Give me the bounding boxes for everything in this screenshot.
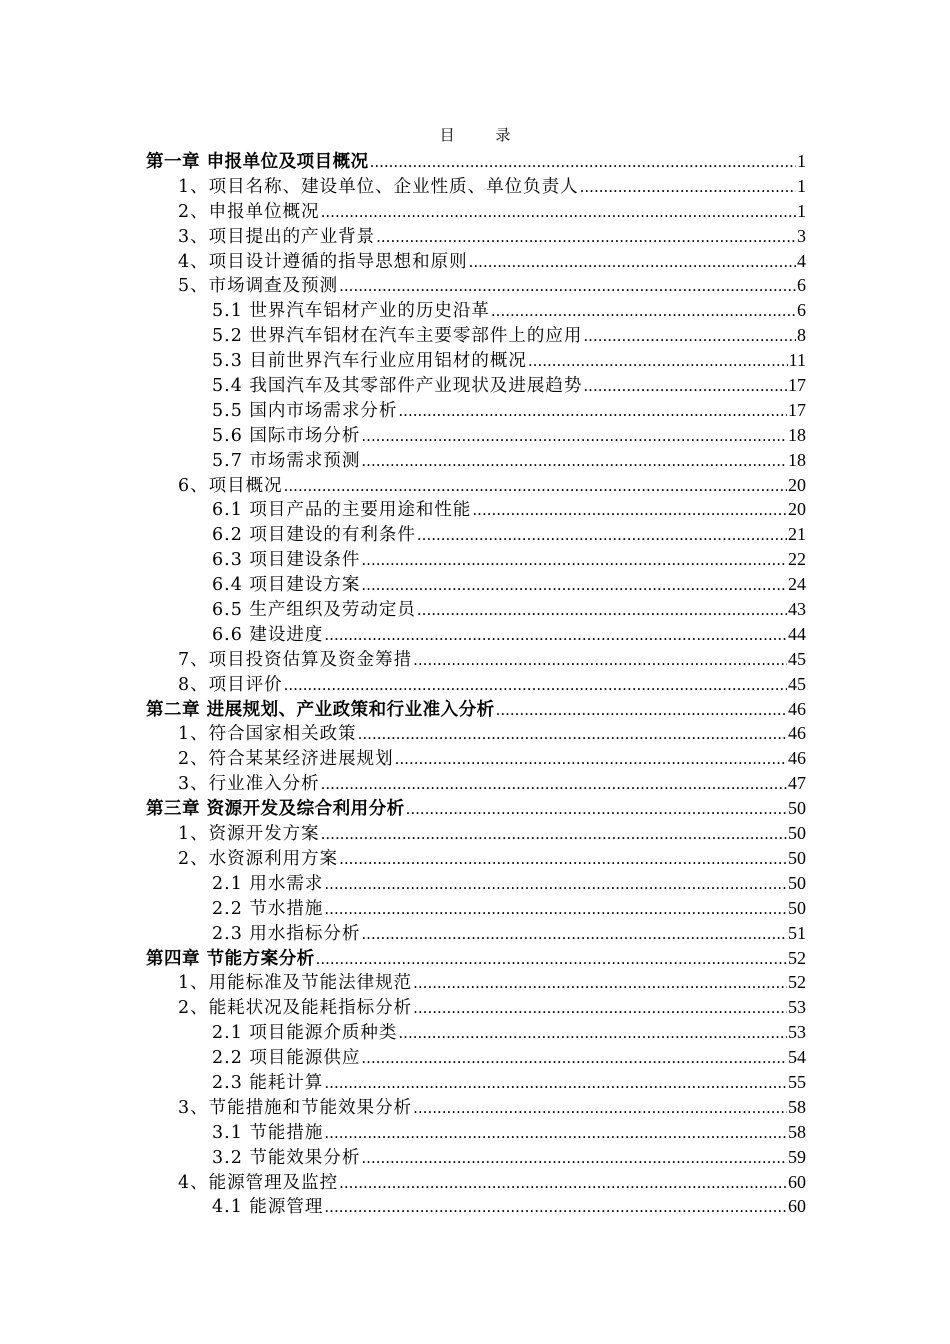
toc-dot-leader bbox=[528, 349, 788, 373]
toc-entry-text: 5.5 国内市场需求分析 bbox=[212, 400, 398, 421]
toc-chapter-entry[interactable] bbox=[146, 149, 806, 174]
toc-entry-text: 6.2 项目建设的有利条件 bbox=[212, 525, 416, 546]
toc-section-entry[interactable] bbox=[146, 448, 806, 473]
toc-list bbox=[146, 149, 806, 1219]
toc-page-number: 6 bbox=[797, 300, 806, 321]
toc-entry-text: 3、项目提出的产业背景 bbox=[178, 226, 376, 247]
toc-section-entry[interactable] bbox=[146, 1020, 806, 1045]
toc-dot-leader bbox=[321, 772, 787, 796]
toc-section-entry[interactable] bbox=[146, 249, 806, 274]
toc-section-entry[interactable] bbox=[146, 1120, 806, 1145]
toc-page-number: 20 bbox=[788, 474, 806, 495]
toc-entry-text: 3、行业准入分析 bbox=[178, 774, 320, 795]
toc-page-number: 6 bbox=[797, 275, 806, 296]
toc-page-number: 8 bbox=[797, 325, 806, 346]
toc-page-number: 1 bbox=[797, 151, 806, 171]
toc-section-entry[interactable] bbox=[146, 1070, 806, 1095]
toc-page-number: 46 bbox=[788, 723, 806, 744]
toc-page-number: 50 bbox=[788, 897, 806, 918]
toc-section-entry[interactable] bbox=[146, 224, 806, 249]
toc-page-number: 58 bbox=[788, 1121, 806, 1142]
toc-section-entry[interactable] bbox=[146, 896, 806, 921]
toc-entry-text: 6.4 项目建设方案 bbox=[212, 575, 361, 596]
toc-entry-text: 6.6 建设进度 bbox=[212, 624, 324, 645]
toc-dot-leader bbox=[413, 971, 787, 995]
toc-dot-leader bbox=[376, 225, 796, 249]
toc-dot-leader bbox=[361, 1146, 787, 1170]
toc-section-entry[interactable] bbox=[146, 871, 806, 896]
toc-section-entry[interactable] bbox=[146, 199, 806, 224]
toc-page-number: 1 bbox=[797, 200, 806, 221]
toc-entry-text: 6、项目概况 bbox=[178, 475, 283, 496]
toc-entry-text: 8、项目评价 bbox=[178, 674, 283, 695]
toc-dot-leader bbox=[583, 324, 796, 348]
toc-entry-text: 2.3 用水指标分析 bbox=[212, 923, 361, 944]
toc-dot-leader bbox=[413, 996, 787, 1020]
toc-dot-leader bbox=[361, 922, 787, 946]
toc-entry-text: 4、能源管理及监控 bbox=[178, 1172, 339, 1193]
toc-section-entry[interactable] bbox=[146, 423, 806, 448]
toc-entry-text: 1、资源开发方案 bbox=[178, 824, 320, 845]
toc-page-number: 11 bbox=[788, 350, 806, 371]
toc-section-entry[interactable] bbox=[146, 1095, 806, 1120]
toc-section-entry[interactable] bbox=[146, 995, 806, 1020]
toc-page-number: 18 bbox=[788, 424, 806, 445]
toc-dot-leader bbox=[472, 498, 787, 522]
toc-dot-leader bbox=[324, 623, 787, 647]
toc-entry-text: 第四章 节能方案分析 bbox=[146, 948, 315, 969]
toc-entry-text: 2、水资源利用方案 bbox=[178, 848, 339, 869]
toc-entry-text: 7、项目投资估算及资金筹措 bbox=[178, 649, 413, 670]
toc-section-entry[interactable] bbox=[146, 547, 806, 572]
toc-section-entry[interactable] bbox=[146, 522, 806, 547]
toc-chapter-entry[interactable] bbox=[146, 697, 806, 722]
toc-page-number: 46 bbox=[788, 698, 806, 719]
toc-page-number: 53 bbox=[788, 997, 806, 1018]
toc-dot-leader bbox=[361, 449, 787, 473]
toc-section-entry[interactable] bbox=[146, 497, 806, 522]
toc-page-number: 46 bbox=[788, 748, 806, 769]
toc-page-number: 50 bbox=[788, 823, 806, 844]
toc-entry-text: 5、市场调查及预测 bbox=[178, 276, 339, 297]
toc-entry-text: 5.4 我国汽车及其零部件产业现状及进展趋势 bbox=[212, 376, 583, 397]
toc-dot-leader bbox=[406, 797, 787, 821]
toc-page-number: 60 bbox=[788, 1171, 806, 1192]
toc-dot-leader bbox=[321, 822, 787, 846]
toc-section-entry[interactable] bbox=[146, 821, 806, 846]
toc-dot-leader bbox=[324, 1071, 787, 1095]
toc-page-number: 55 bbox=[788, 1071, 806, 1092]
toc-dot-leader bbox=[361, 548, 787, 572]
toc-dot-leader bbox=[339, 847, 787, 871]
toc-dot-leader bbox=[417, 523, 787, 547]
toc-page-number: 17 bbox=[788, 399, 806, 420]
toc-dot-leader bbox=[324, 897, 787, 921]
toc-entry-text: 5.3 目前世界汽车行业应用铝材的概况 bbox=[212, 351, 527, 372]
toc-section-entry[interactable] bbox=[146, 672, 806, 697]
toc-page-number: 50 bbox=[788, 847, 806, 868]
toc-page-number: 45 bbox=[788, 648, 806, 669]
toc-entry-text: 3.1 节能措施 bbox=[212, 1122, 324, 1143]
toc-page-number: 53 bbox=[788, 1022, 806, 1043]
toc-entry-text: 2、符合某某经济进展规划 bbox=[178, 749, 394, 770]
toc-dot-leader bbox=[417, 598, 787, 622]
toc-entry-text: 6.5 生产组织及劳动定员 bbox=[212, 600, 416, 621]
toc-entry-text: 第三章 资源开发及综合利用分析 bbox=[146, 799, 405, 820]
toc-section-entry[interactable] bbox=[146, 970, 806, 995]
toc-page-number: 24 bbox=[788, 574, 806, 595]
toc-entry-text: 1、项目名称、建设单位、企业性质、单位负责人 bbox=[178, 176, 579, 197]
toc-entry-text: 1、用能标准及节能法律规范 bbox=[178, 973, 413, 994]
toc-section-entry[interactable] bbox=[146, 572, 806, 597]
toc-section-entry[interactable] bbox=[146, 1145, 806, 1170]
toc-dot-leader bbox=[339, 274, 796, 298]
toc-section-entry[interactable] bbox=[146, 846, 806, 871]
toc-page-number: 17 bbox=[788, 375, 806, 396]
toc-dot-leader bbox=[321, 200, 796, 224]
toc-chapter-entry[interactable] bbox=[146, 946, 806, 971]
toc-dot-leader bbox=[370, 150, 796, 174]
toc-section-entry[interactable] bbox=[146, 398, 806, 423]
toc-page-number: 3 bbox=[797, 225, 806, 246]
toc-dot-leader bbox=[395, 747, 787, 771]
toc-entry-text: 5.2 世界汽车铝材在汽车主要零部件上的应用 bbox=[212, 326, 583, 347]
toc-page-number: 52 bbox=[788, 947, 806, 968]
toc-page-number: 45 bbox=[788, 673, 806, 694]
toc-entry-text: 3、节能措施和节能效果分析 bbox=[178, 1097, 413, 1118]
toc-dot-leader bbox=[398, 399, 787, 423]
toc-dot-leader bbox=[284, 474, 787, 498]
toc-section-entry[interactable] bbox=[146, 373, 806, 398]
toc-dot-leader bbox=[469, 250, 796, 274]
toc-section-entry[interactable] bbox=[146, 1045, 806, 1070]
toc-section-entry[interactable] bbox=[146, 174, 806, 199]
toc-entry-text: 第一章 申报单位及项目概况 bbox=[146, 152, 369, 172]
toc-dot-leader bbox=[316, 947, 787, 971]
toc-section-entry[interactable] bbox=[146, 1170, 806, 1195]
toc-dot-leader bbox=[413, 1096, 787, 1120]
toc-entry-text: 第二章 进展规划、产业政策和行业准入分析 bbox=[146, 699, 495, 720]
toc-entry-text: 2.2 节水措施 bbox=[212, 898, 324, 919]
toc-entry-text: 5.1 世界汽车铝材产业的历史沿革 bbox=[212, 301, 490, 322]
toc-dot-leader bbox=[324, 872, 787, 896]
toc-entry-text: 2.2 项目能源供应 bbox=[212, 1048, 361, 1069]
toc-dot-leader bbox=[491, 299, 796, 323]
toc-page-number: 54 bbox=[788, 1047, 806, 1068]
toc-entry-text: 4.1 能源管理 bbox=[212, 1197, 324, 1218]
toc-section-entry[interactable] bbox=[146, 273, 806, 298]
toc-page-number: 50 bbox=[788, 872, 806, 893]
toc-section-entry[interactable] bbox=[146, 921, 806, 946]
toc-entry-text: 3.2 节能效果分析 bbox=[212, 1147, 361, 1168]
toc-entry-text: 6.1 项目产品的主要用途和性能 bbox=[212, 500, 472, 521]
toc-section-entry[interactable] bbox=[146, 647, 806, 672]
toc-section-entry[interactable] bbox=[146, 473, 806, 498]
toc-dot-leader bbox=[413, 648, 787, 672]
toc-section-entry[interactable] bbox=[146, 721, 806, 746]
toc-section-entry[interactable] bbox=[146, 746, 806, 771]
toc-section-entry[interactable] bbox=[146, 622, 806, 647]
toc-dot-leader bbox=[361, 1046, 787, 1070]
toc-entry-text: 6.3 项目建设条件 bbox=[212, 550, 361, 571]
toc-dot-leader bbox=[284, 673, 787, 697]
toc-page-number: 50 bbox=[788, 798, 806, 819]
toc-page-number: 21 bbox=[788, 524, 806, 545]
toc-entry-text: 2.1 项目能源介质种类 bbox=[212, 1023, 398, 1044]
toc-page-number: 52 bbox=[788, 972, 806, 993]
toc-entry-text: 2、申报单位概况 bbox=[178, 201, 320, 222]
toc-page-number: 60 bbox=[788, 1196, 806, 1217]
toc-dot-leader bbox=[339, 1171, 787, 1195]
toc-section-entry[interactable] bbox=[146, 1194, 806, 1219]
toc-entry-text: 1、符合国家相关政策 bbox=[178, 724, 357, 745]
toc-dot-leader bbox=[361, 573, 787, 597]
toc-page-number: 51 bbox=[788, 922, 806, 943]
toc-entry-text: 5.6 国际市场分析 bbox=[212, 425, 361, 446]
toc-dot-leader bbox=[496, 698, 787, 722]
toc-page-number: 4 bbox=[797, 250, 806, 271]
toc-section-entry[interactable] bbox=[146, 771, 806, 796]
toc-page-number: 20 bbox=[788, 499, 806, 520]
toc-dot-leader bbox=[324, 1195, 787, 1219]
toc-dot-leader bbox=[324, 1121, 787, 1145]
toc-dot-leader bbox=[398, 1021, 787, 1045]
toc-page-number: 44 bbox=[788, 623, 806, 644]
toc-page-number: 47 bbox=[788, 773, 806, 794]
toc-entry-text: 2.3 能耗计算 bbox=[212, 1072, 324, 1093]
toc-page-number: 18 bbox=[788, 449, 806, 470]
toc-chapter-entry[interactable] bbox=[146, 796, 806, 821]
toc-section-entry[interactable] bbox=[146, 298, 806, 323]
toc-page-number: 22 bbox=[788, 549, 806, 570]
toc-entry-text: 4、项目设计遵循的指导思想和原则 bbox=[178, 251, 468, 272]
toc-dot-leader bbox=[580, 175, 796, 199]
toc-page-number: 43 bbox=[788, 599, 806, 620]
toc-dot-leader bbox=[361, 424, 787, 448]
toc-entry-text: 2、能耗状况及能耗指标分析 bbox=[178, 998, 413, 1019]
toc-page-number: 59 bbox=[788, 1146, 806, 1167]
toc-section-entry[interactable] bbox=[146, 323, 806, 348]
toc-page-number: 1 bbox=[797, 175, 806, 196]
toc-section-entry[interactable] bbox=[146, 597, 806, 622]
toc-page-number: 58 bbox=[788, 1096, 806, 1117]
toc-dot-leader bbox=[583, 374, 787, 398]
toc-entry-text: 2.1 用水需求 bbox=[212, 873, 324, 894]
toc-entry-text: 5.7 市场需求预测 bbox=[212, 450, 361, 471]
toc-section-entry[interactable] bbox=[146, 348, 806, 373]
toc-title: 目 录 bbox=[439, 126, 529, 144]
toc-dot-leader bbox=[358, 722, 787, 746]
